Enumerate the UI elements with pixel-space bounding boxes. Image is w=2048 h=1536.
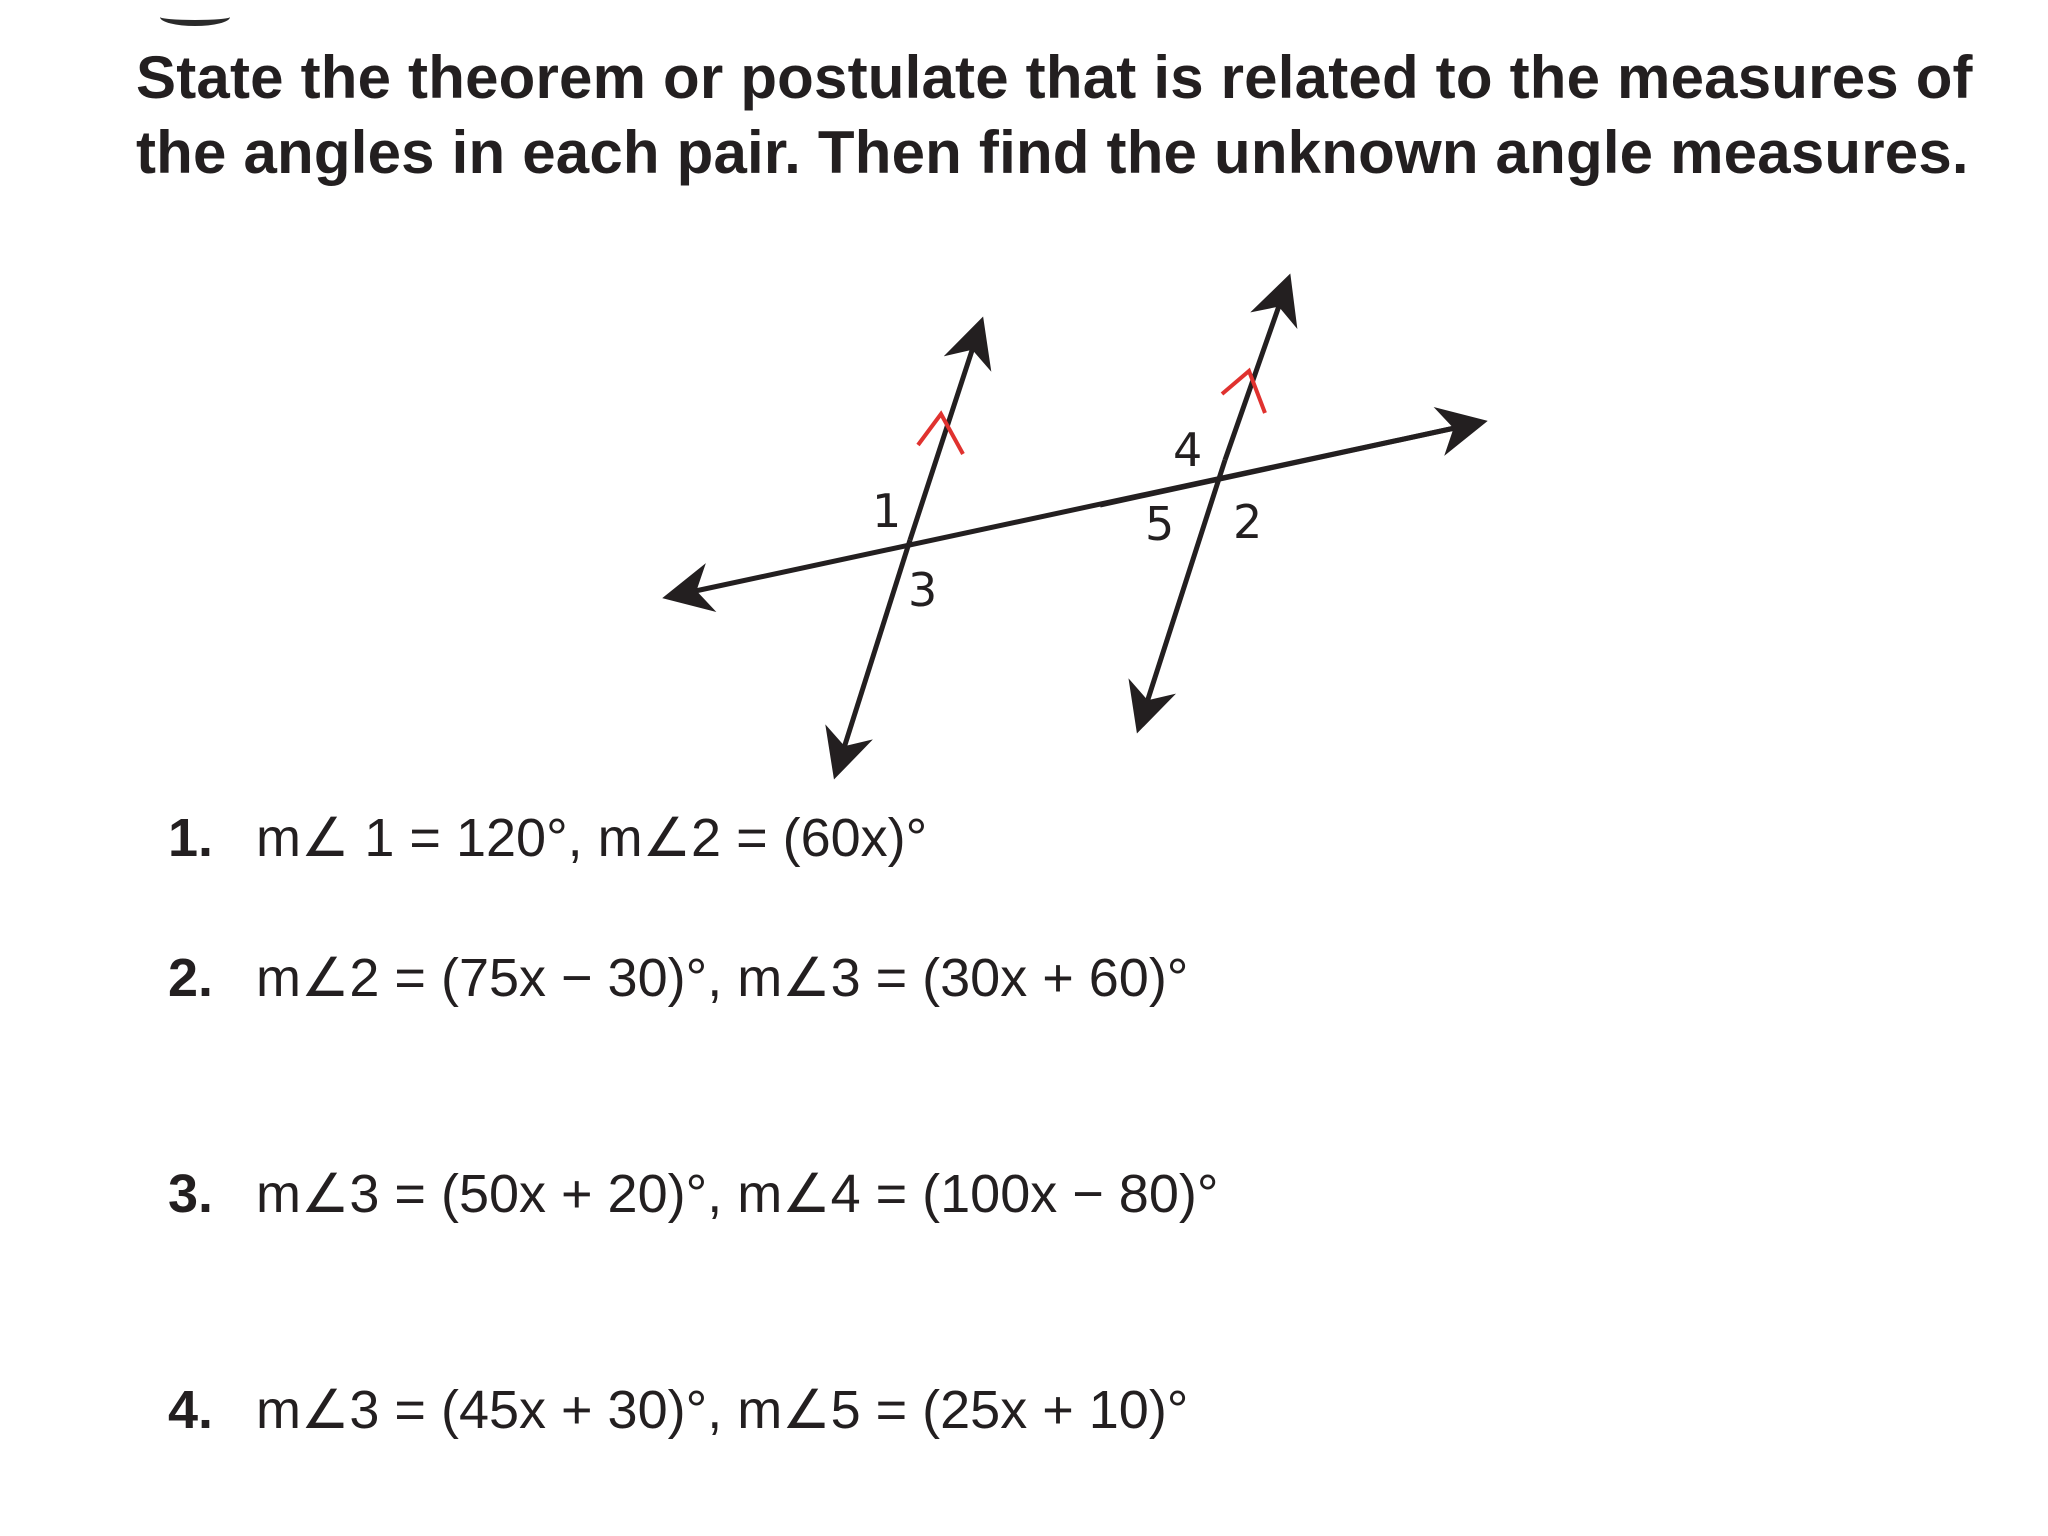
left-parallel-line-end (837, 540, 910, 770)
angle-label-5: 5 (1145, 497, 1175, 551)
left-parallel-line (910, 326, 980, 540)
angle-label-1: 1 (872, 484, 902, 538)
problem-number: 2. (168, 948, 214, 1008)
problem-4 (168, 1378, 1188, 1441)
problem-number: 1. (168, 808, 214, 868)
problem-1 (168, 806, 927, 869)
right-parallel-line (1225, 283, 1287, 460)
angle-label-2: 2 (1233, 495, 1263, 549)
problem-number: 3. (168, 1164, 214, 1224)
problem-number: 4. (168, 1380, 214, 1440)
transversal-line-end (1100, 423, 1478, 505)
problem-3 (168, 1162, 1218, 1225)
problem-2 (168, 946, 1188, 1009)
problem-equation: m∠2 = (75x − 30)°, m∠3 = (30x + 60)° (256, 948, 1189, 1008)
problem-equation: m∠3 = (50x + 20)°, m∠4 = (100x − 80)° (256, 1164, 1219, 1224)
angle-label-3: 3 (908, 563, 938, 617)
problem-equation: m∠ 1 = 120°, m∠2 = (60x)° (256, 808, 928, 868)
angle-label-4: 4 (1173, 423, 1203, 477)
instructions-text: State the theorem or postulate that is related to the measures of the angles in each pair. Then find the unknown angle measures. (136, 44, 1973, 186)
problem-equation: m∠3 = (45x + 30)°, m∠5 = (25x + 10)° (256, 1380, 1189, 1440)
